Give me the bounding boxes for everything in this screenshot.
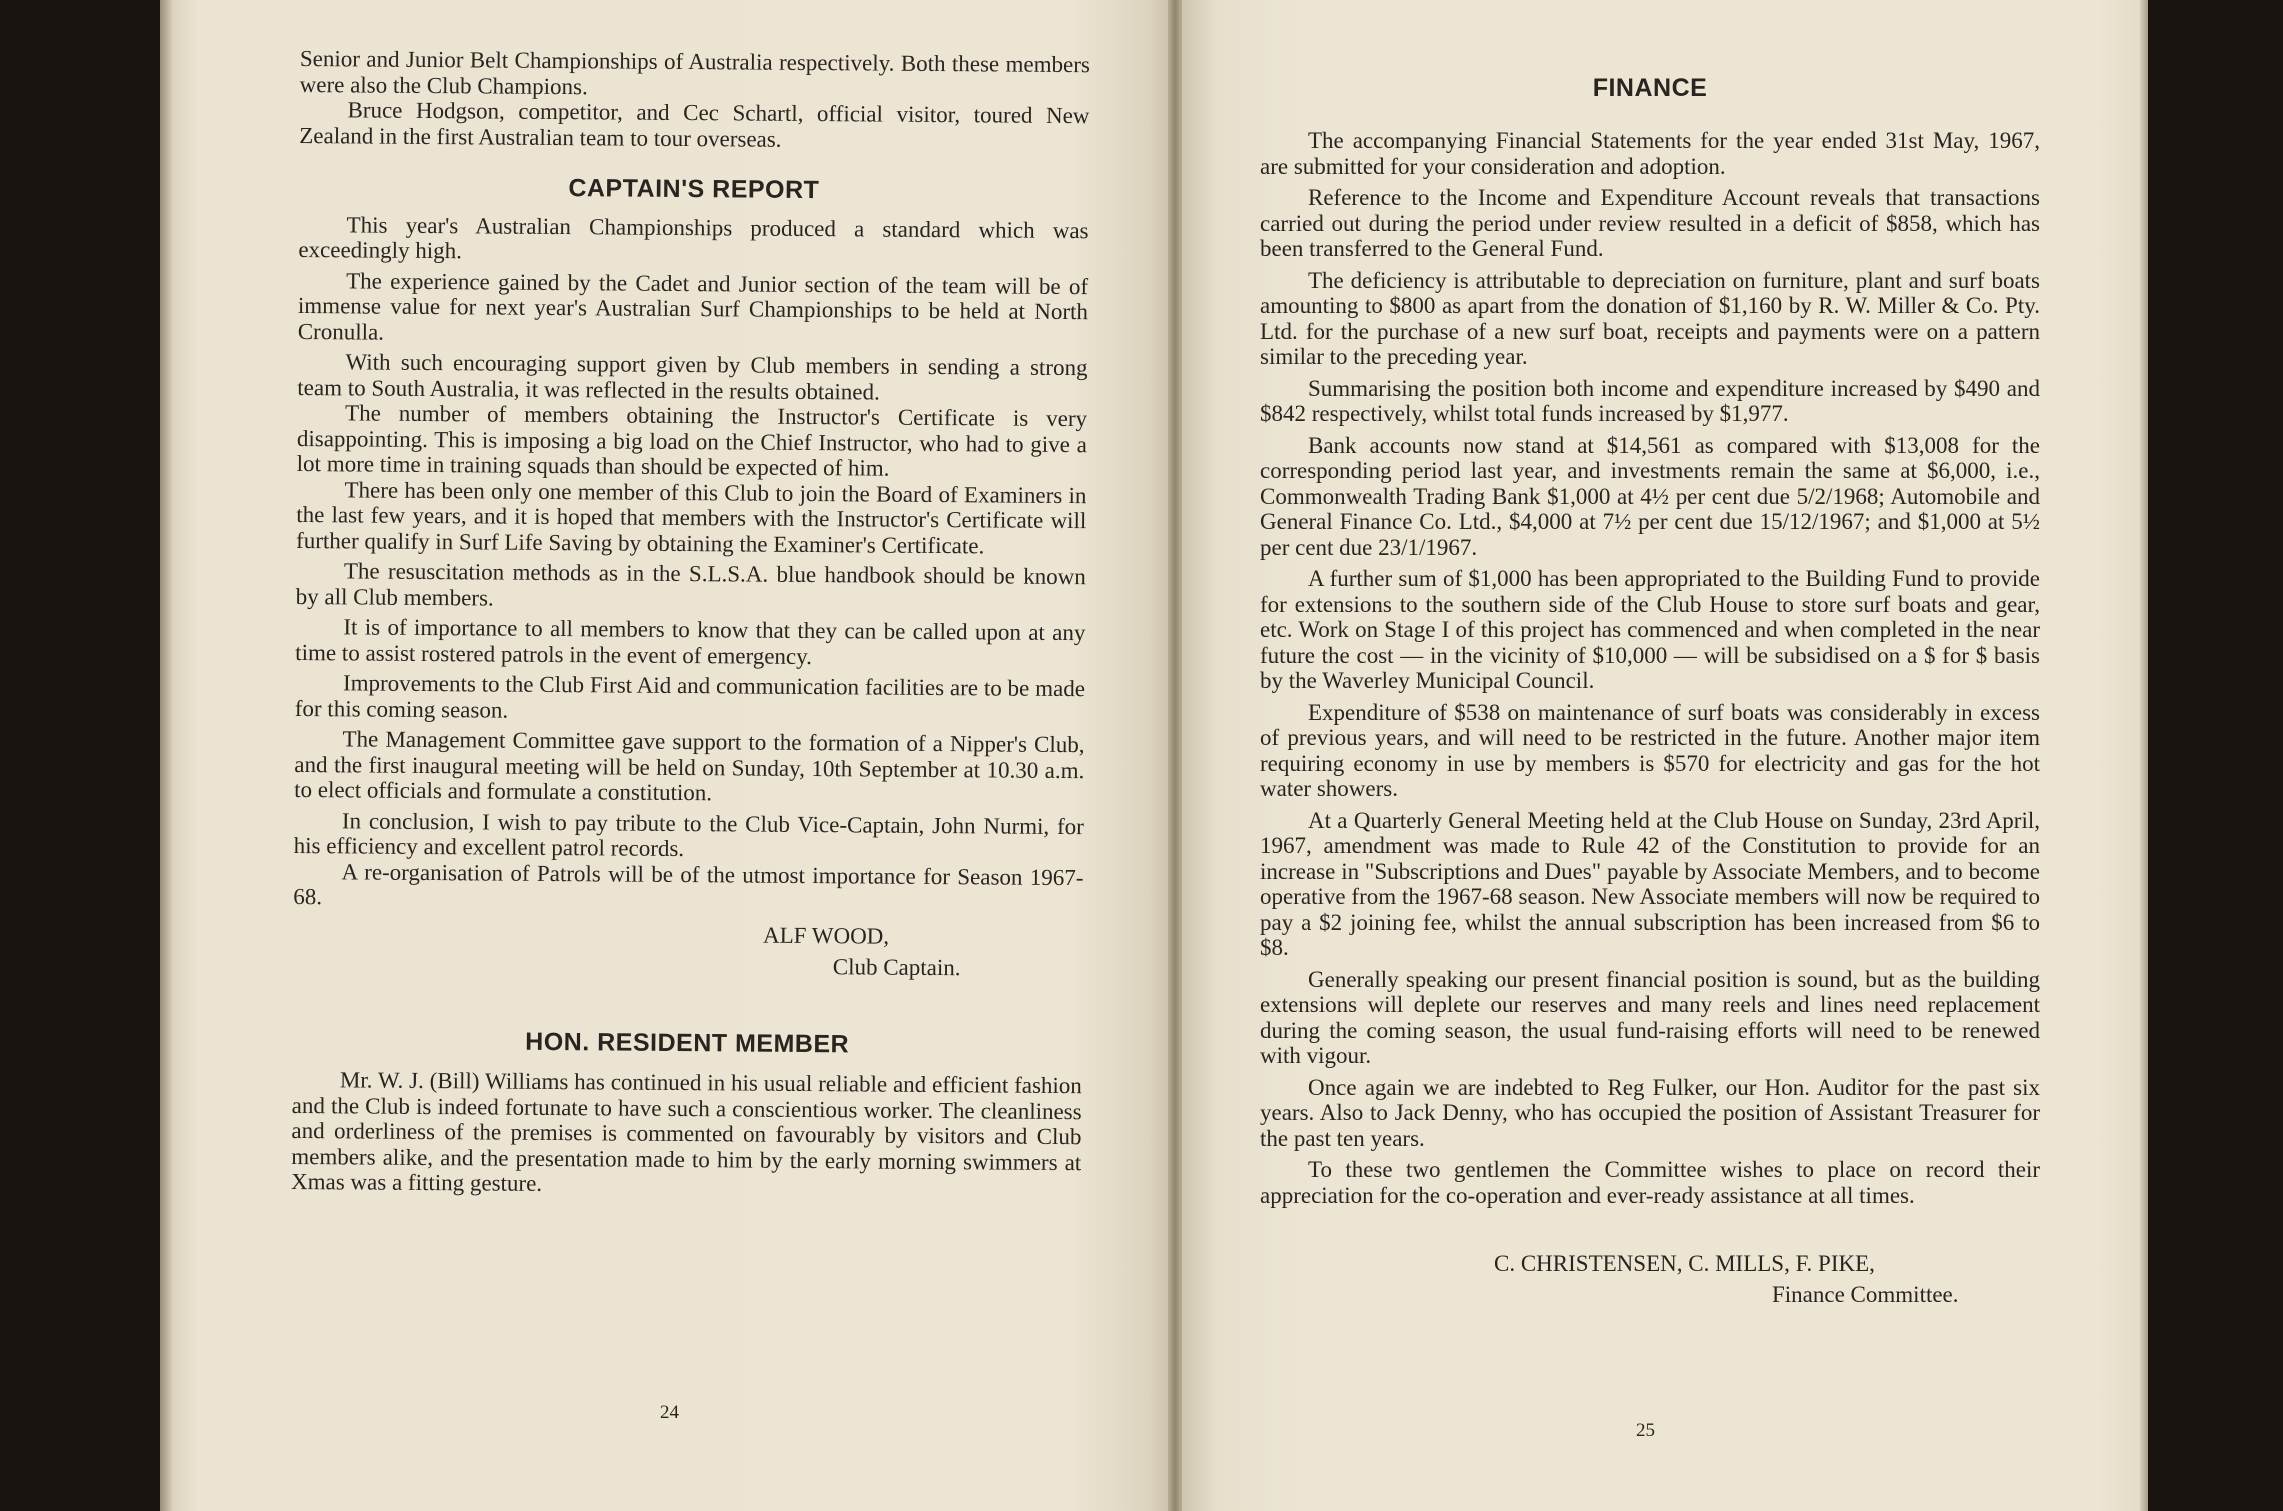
finance-heading: FINANCE <box>1592 74 1708 102</box>
book-spine <box>1168 0 1182 1511</box>
right-page-text <box>1260 74 2040 1310</box>
intro-paragraph: Senior and Junior Belt Championships of Australia respectively. Both these members were also the Club Champions. <box>299 46 1090 99</box>
report-paragraph: This year's Australian Championships produced a standard which was exceedingly high. <box>298 211 1089 264</box>
finance-paragraph: A further sum of $1,000 has been appropriated to the Building Fund to provide for extensions to the southern side of the Club House to store surf boats and gear, etc. Work on Stage I of this project has commenced and when completed in the near future the cost — in the vicinity of $10,000 — will be subsidised on a $ for $ basis by the Waverley Municipal Council. <box>1260 566 2040 693</box>
captain-signature-title: Club Captain. <box>832 953 961 980</box>
page-edge <box>160 0 172 1511</box>
finance-signature-names: C. CHRISTENSEN, C. MILLS, F. PIKE, <box>1494 1251 1875 1276</box>
report-paragraph: Improvements to the Club First Aid and communication facilities are to be made for this coming season. <box>294 670 1086 723</box>
finance-paragraph: To these two gentlemen the Committee wishes to place on record their appreciation for the co-operation and ever-ready assistance at all times. <box>1260 1157 2040 1208</box>
report-paragraph: The Management Committee gave support to the formation of a Nipper's Club, and the first inaugural meeting will be held on Sunday, 10th September at 10.30 a.m. to elect officials and formulate a constitution. <box>294 726 1085 806</box>
intro-paragraph: Bruce Hodgson, competitor, and Cec Schartl, official visitor, toured New Zealand in the first Australian team to tour overseas. <box>299 97 1090 152</box>
finance-paragraph: Reference to the Income and Expenditure Account reveals that transactions carried out during the period under review resulted in a deficit of $858, which has been transferred to the General Fund. <box>1260 185 2040 261</box>
report-paragraph: It is of importance to all members to know that they can be called upon at any time to assist rostered patrols in the event of emergency. <box>295 614 1086 669</box>
report-paragraph: In conclusion, I wish to pay tribute to the Club Vice-Captain, John Nurmi, for his efficiency and excellent patrol records. <box>293 807 1084 862</box>
hon-resident-member-paragraph: Mr. W. J. (Bill) Williams has continued in his usual reliable and efficient fashion and the Club is indeed fortunate to have such a conscientious worker. The cleanliness and orderliness of the premises is commented on favourably by visitors and Club members alike, and the presentation made to him by the early morning swimmers at Xmas was a fitting gesture. <box>290 1067 1082 1196</box>
report-paragraph: There has been only one member of this Club to join the Board of Examiners in the last few years, and it is hoped that members with the Instructor's Certificate will further qualify in Surf Life Saving by obtaining the Examiner's Certificate. <box>296 476 1087 558</box>
page-number: 24 <box>660 1402 679 1423</box>
finance-paragraph: Generally speaking our present financial position is sound, but as the building extensions will deplete our reserves and many reels and lines need replacement during the coming season, the usual fund-raising efforts will need to be renewed with vigour. <box>1260 966 2040 1068</box>
finance-signature-title: Finance Committee. <box>1772 1282 1959 1307</box>
finance-paragraph: Bank accounts now stand at $14,561 as compared with $13,008 for the corresponding period last year, and investments remain the same at $6,000, i.e., Commonwealth Trading Bank $1,000 at 4½ per cent due 5/2/1968; Automobile and General Finance Co. Ltd., $4,000 at 7½ per cent due 15/12/1967; and $1,000 at 5½ per cent due 23/1/1967. <box>1260 432 2040 560</box>
finance-paragraph: At a Quarterly General Meeting held at the Club House on Sunday, 23rd April, 1967, amendment was made to Rule 42 of the Constitution to provide for an increase in "Subscriptions and Dues" payable by Associate Members, and to become operative from the 1967-68 season. New Associate members will now be required to pay a $2 joining fee, whilst the annual subscription has been increased from $6 to $8. <box>1260 807 2040 960</box>
report-paragraph: A re-organisation of Patrols will be of the utmost importance for Season 1967-68. <box>293 858 1084 910</box>
finance-paragraph: Summarising the position both income and expenditure increased by $490 and $842 respectively, whilst total funds increased by $1,977. <box>1260 375 2040 426</box>
finance-paragraph: The accompanying Financial Statements for the year ended 31st May, 1967, are submitted for your consideration and adoption. <box>1260 128 2040 179</box>
page-number: 25 <box>1636 1420 1655 1441</box>
report-paragraph: The number of members obtaining the Instructor's Certificate is very disappointing. This is imposing a big load on the Chief Instructor, who had to give a lot more time in training squads than should be expected of him. <box>296 400 1088 481</box>
finance-paragraph: Once again we are indebted to Reg Fulker, our Hon. Auditor for the past six years. Also to Jack Denny, who has occupied the position of Assistant Treasurer for the past ten years. <box>1260 1074 2040 1151</box>
page-edge-right <box>2140 0 2148 1511</box>
left-page-text <box>291 46 1090 1201</box>
finance-paragraph: The deficiency is attributable to depreciation on furniture, plant and surf boats amounting to $800 as apart from the donation of $1,160 by R. W. Miller & Co. Pty. Ltd. for the purchase of a new surf boat, receipts and payments were on a pattern similar to the preceding year. <box>1260 267 2040 369</box>
report-paragraph: With such encouraging support given by Club members in sending a strong team to South Australia, it was reflected in the results obtained. <box>297 349 1088 405</box>
finance-paragraph: Expenditure of $538 on maintenance of surf boats was considerably in excess of previous years, and will need to be restricted in the future. Another major item requiring economy in use by members is $570 for electricity and gas for the hot water showers. <box>1260 699 2040 801</box>
captains-report-heading: CAPTAIN'S REPORT <box>568 174 820 205</box>
captain-signature-name: ALF WOOD, <box>762 922 890 949</box>
report-paragraph: The experience gained by the Cadet and Junior section of the team will be of immense value for next year's Australian Surf Championships to be held at North Cronulla. <box>297 267 1089 345</box>
report-paragraph: The resuscitation methods as in the S.L.S.A. blue handbook should be known by all Club members. <box>295 558 1086 611</box>
hon-resident-member-heading: HON. RESIDENT MEMBER <box>525 1027 850 1058</box>
